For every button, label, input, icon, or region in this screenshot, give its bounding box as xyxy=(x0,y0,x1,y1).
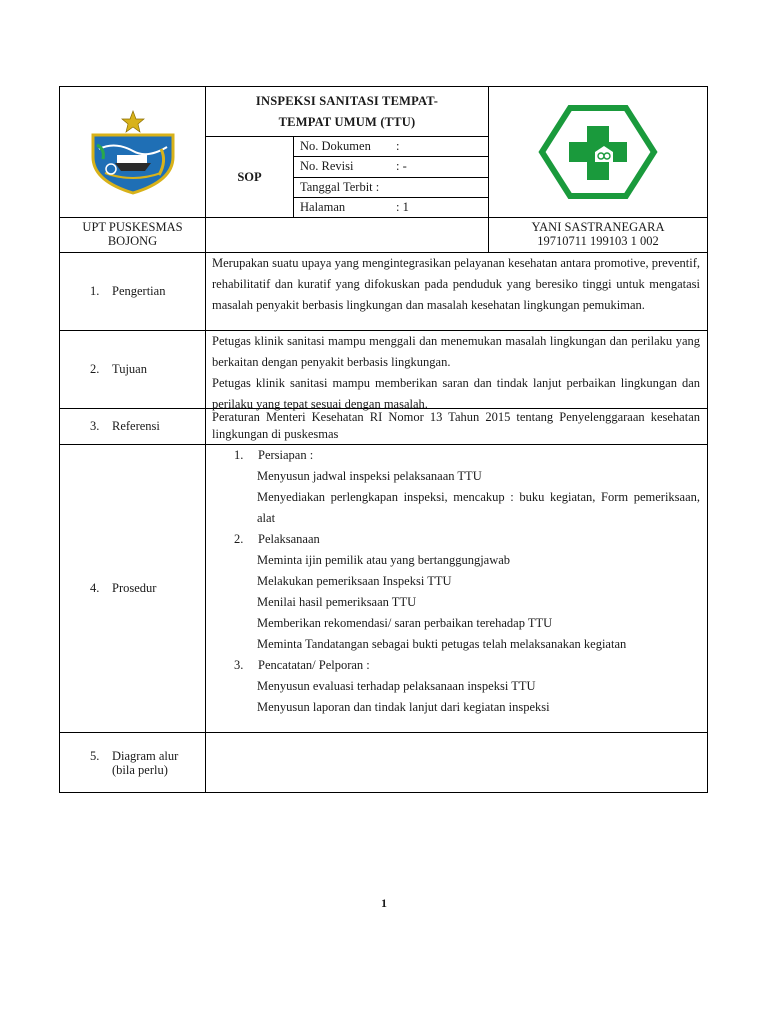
section-diagram xyxy=(60,732,707,792)
paragraph: Petugas klinik sanitasi mampu memberikan saran dan tindak lanjut perbaikan lingkungan dan perilaku yang tepat sesuai dengan masalah. xyxy=(212,376,700,411)
signature-blank xyxy=(206,218,489,252)
meta-tanggal-terbit: Tanggal Terbit : xyxy=(294,178,488,198)
org-line-2: BOJONG xyxy=(107,234,158,248)
meta-no-dokumen: No. Dokumen : xyxy=(294,137,488,157)
header-row xyxy=(60,87,707,217)
label-line-2: (bila perlu) xyxy=(112,763,168,777)
sop-table xyxy=(59,86,708,793)
org-line-1: UPT PUSKESMAS xyxy=(82,220,183,234)
section-label: 4. Prosedur xyxy=(60,445,206,732)
section-pengertian xyxy=(60,252,707,330)
document-meta xyxy=(294,137,488,217)
procedure-item: Menyediakan perlengkapan inspeksi, mencakup : buku kegiatan, Form pemeriksaan, alat xyxy=(257,490,700,525)
procedure-item: Menilai hasil pemeriksaan TTU xyxy=(257,595,417,609)
title-line-1: INSPEKSI SANITASI TEMPAT- xyxy=(255,94,439,108)
signature-row xyxy=(60,217,707,252)
procedure-item: Melakukan pemeriksaan Inspeksi TTU xyxy=(257,574,452,588)
sop-label: SOP xyxy=(206,137,294,217)
paragraph: Petugas klinik sanitasi mampu menggali dan menemukan masalah lingkungan dan perilaku yang berkaitan dengan penyakit berbasis lingkungan. xyxy=(212,334,700,369)
section-label: 1. Pengertian xyxy=(60,253,206,330)
meta-no-revisi: No. Revisi : - xyxy=(294,157,488,177)
section-content xyxy=(206,733,707,792)
section-content xyxy=(206,445,707,732)
procedure-item: Menyusun laporan dan tindak lanjut dari kegiatan inspeksi xyxy=(257,700,550,714)
regency-emblem-icon xyxy=(60,87,206,217)
procedure-item: Menyusun evaluasi terhadap pelaksanaan inspeksi TTU xyxy=(257,679,536,693)
signatory-nip: 19710711 199103 1 002 xyxy=(537,234,659,248)
section-prosedur xyxy=(60,444,707,732)
section-label: 3. Referensi xyxy=(60,409,206,444)
section-label: 2. Tujuan xyxy=(60,331,206,408)
signatory-name: YANI SASTRANEGARA xyxy=(531,220,665,234)
document-info xyxy=(206,137,488,217)
procedure-item: Menyusun jadwal inspeksi pelaksanaan TTU xyxy=(257,469,482,483)
procedure-step: 3. Pencatatan/ Pelporan : xyxy=(234,658,370,672)
header-center xyxy=(206,87,489,217)
health-cross-logo-icon xyxy=(489,87,707,217)
procedure-step: 1. Persiapan : xyxy=(234,448,314,462)
section-content xyxy=(206,331,707,411)
section-content: Peraturan Menteri Kesehatan RI Nomor 13 Tahun 2015 tentang Penyelenggaraan kesehatan lingkungan di puskesmas xyxy=(212,410,700,441)
signatory xyxy=(489,218,707,252)
meta-halaman: Halaman : 1 xyxy=(300,199,409,214)
section-tujuan xyxy=(60,330,707,411)
section-label: 5. Diagram alur (bila perlu) xyxy=(60,733,206,792)
label-line-1: Diagram alur xyxy=(112,749,179,763)
procedure-item: Meminta ijin pemilik atau yang bertanggungjawab xyxy=(257,553,511,567)
procedure-step: 2. Pelaksanaan xyxy=(234,532,320,546)
document-title xyxy=(206,87,488,137)
section-referensi xyxy=(60,408,707,444)
procedure-item: Memberikan rekomendasi/ saran perbaikan terehadap TTU xyxy=(257,616,553,630)
page-number: 1 xyxy=(381,896,387,910)
title-line-2: TEMPAT UMUM (TTU) xyxy=(278,115,416,129)
section-content: Merupakan suatu upaya yang mengintegrasikan pelayanan kesehatan antara promotive, preventif, rehabilitatif dan kuratif yang difokuskan pada penduduk yang beresiko tinggi untuk mengatasi masalah penyakit berbasis lingkungan dan masalah kesehatan lingkungan pemukiman. xyxy=(212,256,700,312)
organization xyxy=(60,218,206,252)
procedure-item: Meminta Tandatangan sebagai bukti petugas telah melaksanakan kegiatan xyxy=(257,637,627,651)
